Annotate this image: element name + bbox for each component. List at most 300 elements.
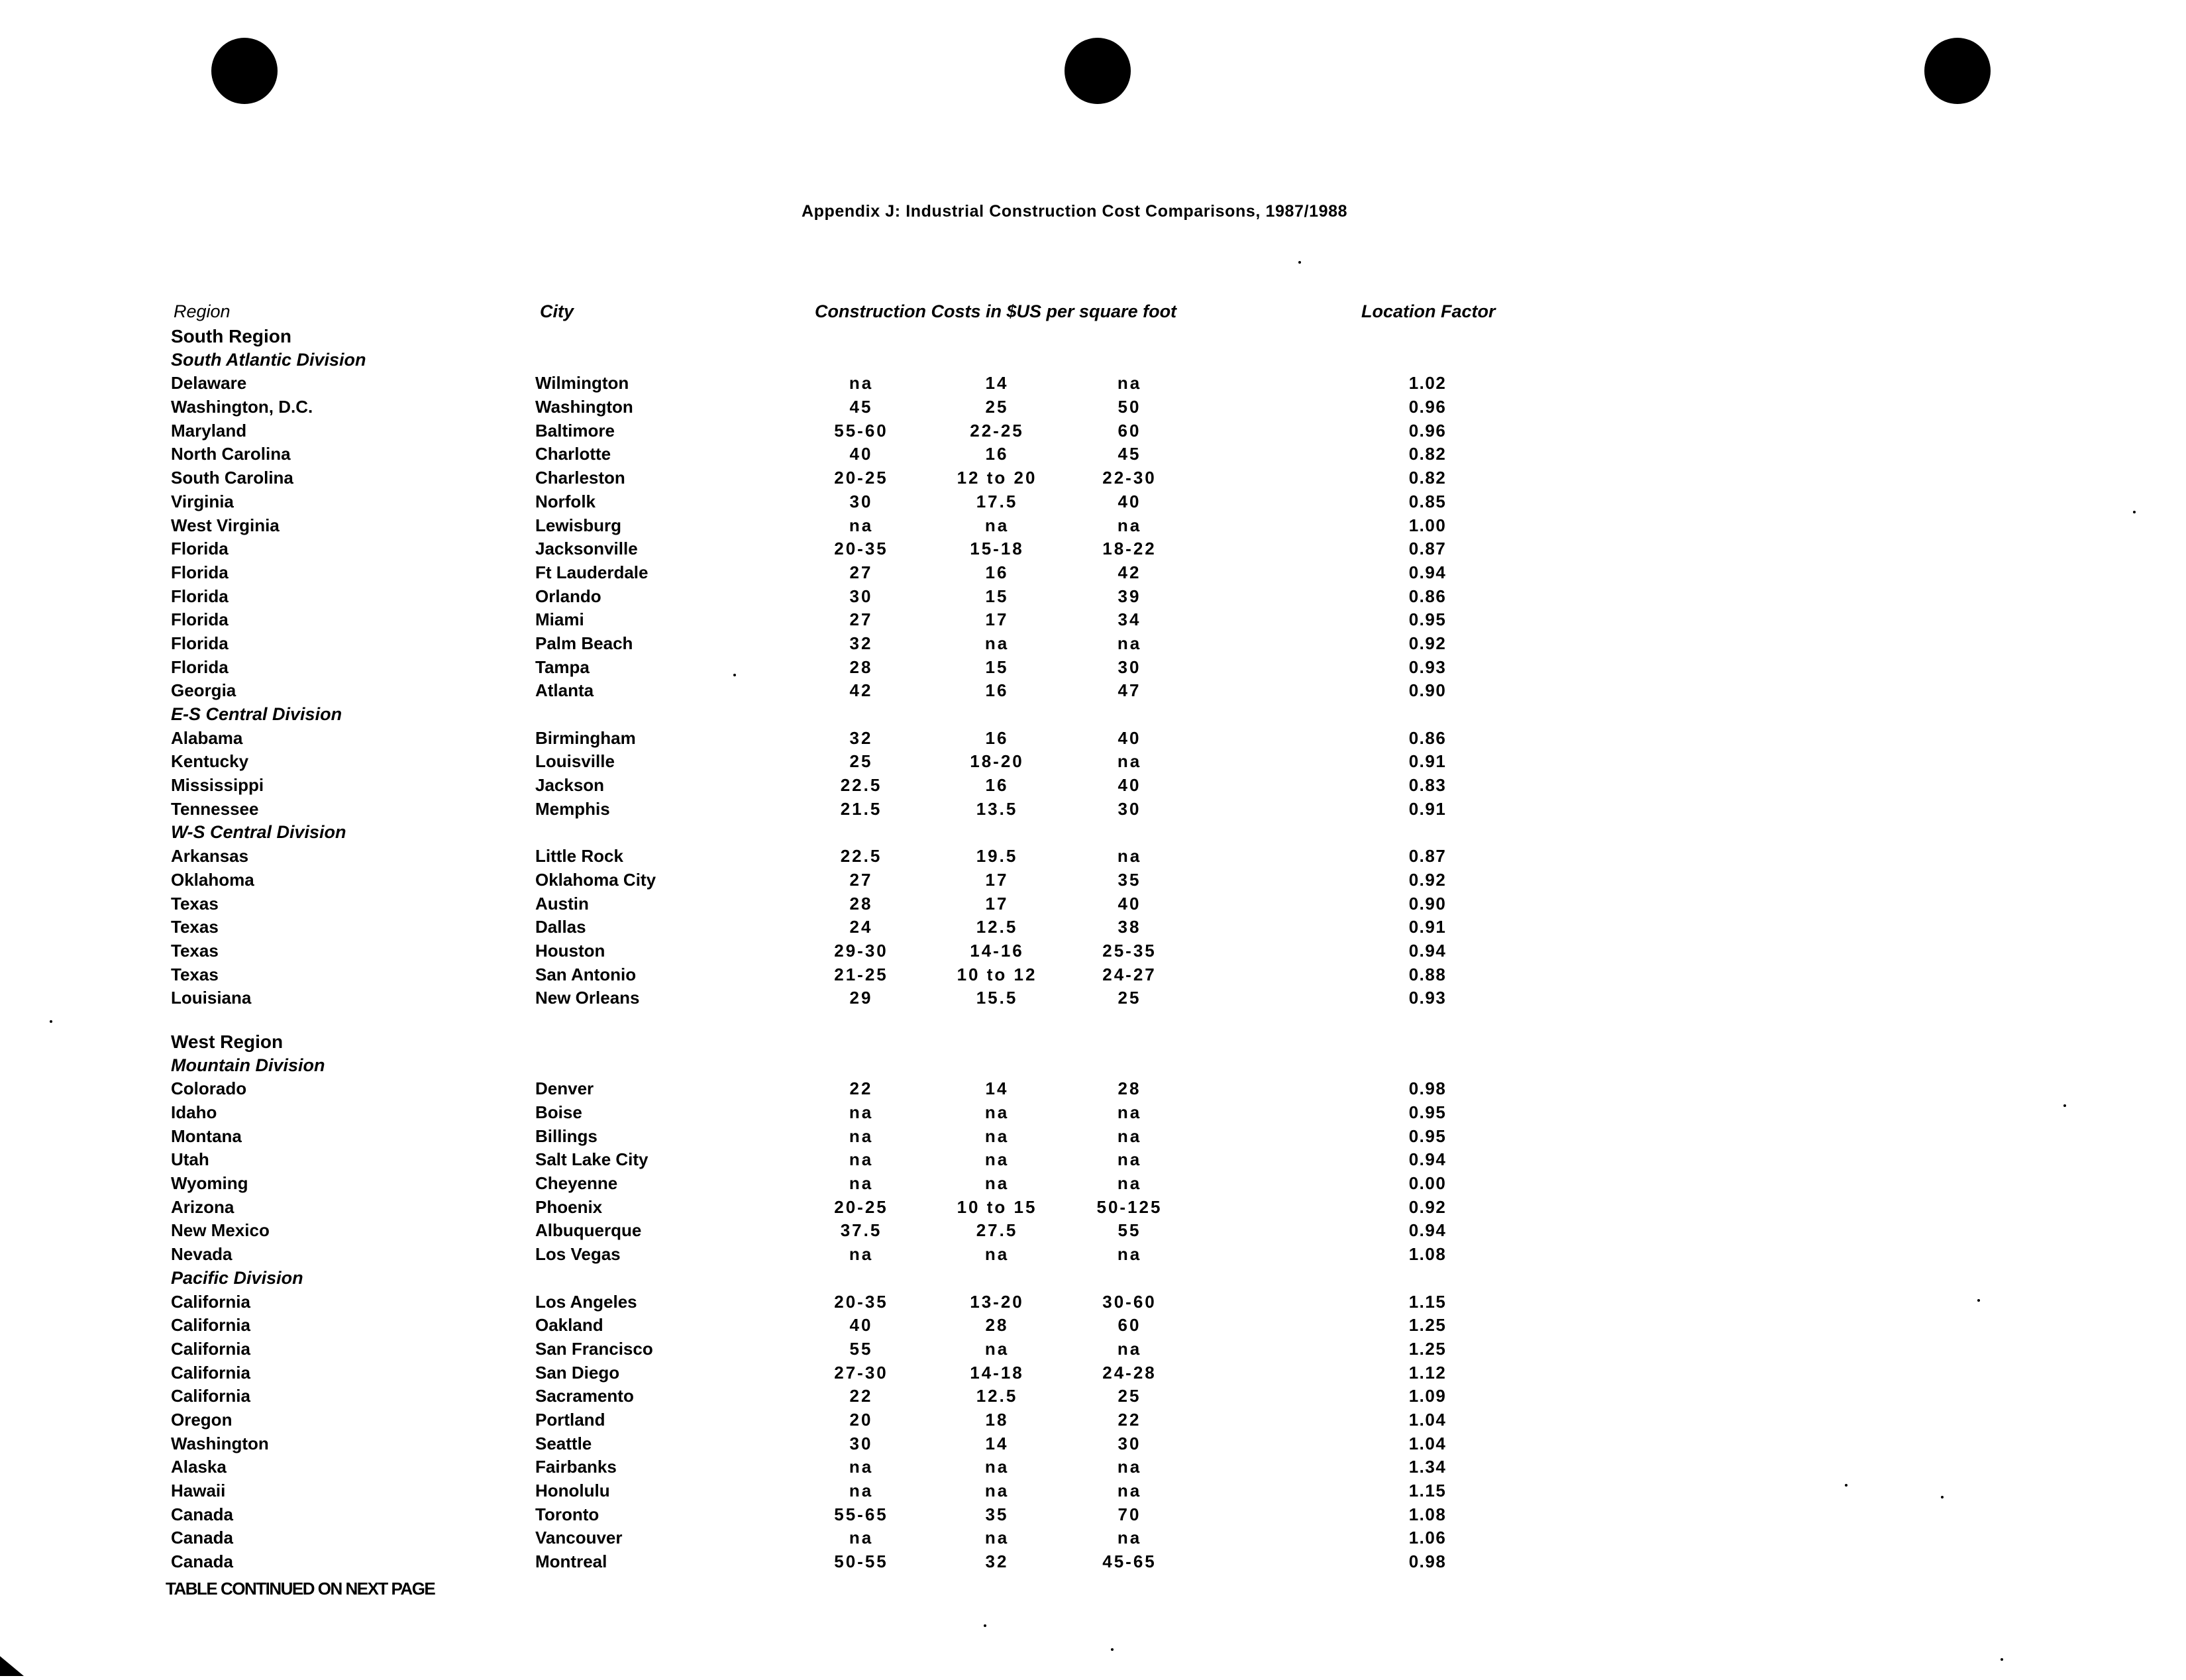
cost-value-cell: na [1117,1149,1142,1170]
state-cell: North Carolina [171,444,291,464]
location-factor-cell: 0.86 [1408,727,1447,748]
cost-value-cell: na [849,1528,874,1548]
city-cell: Cheyenne [535,1173,618,1194]
state-cell: Canada [171,1551,233,1572]
table-row [0,774,2186,798]
cost-value-cell: 50-55 [834,1551,888,1572]
cost-value-cell: 20-35 [834,539,888,559]
table-row [0,892,2186,916]
cost-value-cell: 16 [985,680,1009,701]
table-row [0,727,2186,751]
state-cell: Canada [171,1504,233,1524]
city-cell: San Diego [535,1362,620,1383]
cost-value-cell: 15 [985,656,1009,677]
cost-value-cell: 25 [1118,988,1141,1008]
cost-value-cell: na [1117,515,1142,535]
cost-value-cell: 22.5 [840,775,882,796]
location-factor-cell: 1.09 [1408,1386,1447,1406]
table-row [0,1101,2186,1125]
state-cell: Florida [171,609,229,630]
table-row [0,395,2186,419]
scan-speck [1845,1484,1848,1487]
scan-speck [1298,261,1301,264]
table-row [0,1385,2186,1408]
cost-value-cell: 40 [1118,491,1141,511]
cost-value-cell: 22 [849,1078,873,1099]
location-factor-cell: 0.94 [1408,562,1447,582]
cost-value-cell: na [849,1481,874,1500]
location-factor-cell: 0.00 [1408,1173,1447,1194]
cost-value-cell: 30 [1118,1433,1141,1453]
cost-value-cell: 39 [1118,586,1141,606]
table-row [0,798,2186,821]
location-factor-cell: 1.25 [1408,1338,1447,1359]
cost-value-cell: 15.5 [976,988,1018,1008]
state-cell: California [171,1291,250,1312]
city-cell: Lewisburg [535,515,622,535]
cost-value-cell: 10 to 12 [957,964,1037,984]
city-cell: Ft Lauderdale [535,562,649,582]
location-factor-cell: 1.02 [1408,373,1447,394]
location-factor-cell: 1.25 [1408,1315,1447,1336]
table-row [0,1526,2186,1550]
division-heading [0,348,2186,372]
table-row [0,1455,2186,1479]
state-cell: Hawaii [171,1481,226,1500]
table-row [0,1314,2186,1338]
city-cell: Orlando [535,586,601,606]
division-label: E-S Central Division [171,704,342,724]
cost-value-cell: 40 [849,1315,873,1336]
city-cell: Tampa [535,656,590,677]
state-cell: West Virginia [171,515,280,535]
scan-speck [1977,1299,1980,1302]
table-row [0,608,2186,632]
table-row [0,466,2186,490]
table-row [0,1432,2186,1456]
cost-value-cell: 45 [849,397,873,417]
cost-value-cell: na [849,1102,874,1122]
cost-value-cell: 14 [985,1078,1009,1099]
cost-value-cell: 32 [849,727,873,748]
cost-value-cell: 30 [849,586,873,606]
state-cell: Oklahoma [171,869,254,890]
punch-hole-right [1924,38,1991,104]
state-cell: California [171,1386,250,1406]
location-factor-cell: 0.92 [1408,869,1447,890]
table-row [0,679,2186,703]
cost-value-cell: 15-18 [970,539,1024,559]
state-cell: Texas [171,964,219,984]
table-row [0,372,2186,395]
location-factor-cell: 0.94 [1408,1220,1447,1241]
region-heading [0,1030,2186,1054]
table-row [0,490,2186,514]
location-factor-cell: 0.94 [1408,940,1447,961]
state-cell: California [171,1315,250,1336]
header-location-factor: Location Factor [1361,301,1496,321]
cost-value-cell: na [984,633,1010,653]
cost-value-cell: na [984,515,1010,535]
cost-value-cell: na [849,1149,874,1170]
division-label: W-S Central Division [171,822,346,843]
cost-value-cell: 21.5 [840,798,882,819]
location-factor-cell: 1.08 [1408,1504,1447,1524]
city-cell: Oklahoma City [535,869,656,890]
table-row [0,1219,2186,1243]
table-row [0,916,2186,939]
cost-value-cell: 27 [849,562,873,582]
punch-hole-left [211,38,278,104]
table-row [0,1148,2186,1172]
cost-value-cell: 24-27 [1102,964,1157,984]
cost-value-cell: na [849,1457,874,1477]
cost-value-cell: 20 [849,1409,873,1430]
cost-value-cell: 27 [849,869,873,890]
city-cell: New Orleans [535,988,640,1008]
cost-value-cell: 17 [985,609,1009,630]
division-label: Pacific Division [171,1267,303,1288]
cost-value-cell: 16 [985,562,1009,582]
state-cell: Alabama [171,727,243,748]
location-factor-cell: 0.82 [1408,444,1447,464]
location-factor-cell: 1.08 [1408,1244,1447,1265]
table-row [0,656,2186,680]
division-heading [0,703,2186,727]
cost-value-cell: 60 [1118,1315,1141,1336]
cost-value-cell: 12 to 20 [957,468,1037,488]
table-row [0,963,2186,987]
city-cell: Dallas [535,917,586,937]
city-cell: Phoenix [535,1196,603,1217]
state-cell: Washington, D.C. [171,397,313,417]
state-cell: Virginia [171,491,234,511]
table-row [0,868,2186,892]
cost-value-cell: 55 [849,1338,873,1359]
city-cell: Vancouver [535,1528,623,1548]
punch-hole-center [1065,38,1131,104]
city-cell: Denver [535,1078,594,1099]
cost-value-cell: na [1117,1338,1142,1359]
cost-value-cell: 50 [1118,397,1141,417]
cost-value-cell: 25-35 [1102,940,1157,961]
scan-speck [1111,1648,1114,1651]
cost-value-cell: 42 [1118,562,1141,582]
cost-value-cell: 12.5 [976,1386,1018,1406]
scan-speck [2063,1104,2066,1107]
state-cell: Arizona [171,1196,234,1217]
state-cell: Florida [171,586,229,606]
cost-value-cell: 21-25 [834,964,888,984]
state-cell: Arkansas [171,846,249,866]
cost-value-cell: 25 [849,751,873,772]
city-cell: Albuquerque [535,1220,642,1241]
cost-value-cell: na [984,1149,1010,1170]
location-factor-cell: 0.86 [1408,586,1447,606]
location-factor-cell: 0.92 [1408,633,1447,653]
cost-value-cell: na [984,1173,1010,1194]
cost-value-cell: na [984,1481,1010,1500]
table-row [0,443,2186,466]
cost-value-cell: na [1117,1481,1142,1500]
table-row [0,514,2186,538]
location-factor-cell: 1.04 [1408,1409,1447,1430]
cost-value-cell: 17 [985,869,1009,890]
table-row [0,419,2186,443]
location-factor-cell: 0.95 [1408,1102,1447,1122]
location-factor-cell: 1.06 [1408,1528,1447,1548]
cost-value-cell: 15 [985,586,1009,606]
cost-value-cell: 28 [1118,1078,1141,1099]
cost-value-cell: 47 [1118,680,1141,701]
location-factor-cell: 0.96 [1408,397,1447,417]
table-row [0,1338,2186,1361]
location-factor-cell: 0.94 [1408,1149,1447,1170]
cost-value-cell: 22.5 [840,846,882,866]
city-cell: Boise [535,1102,582,1122]
cost-value-cell: na [849,1126,874,1146]
cost-value-cell: na [1117,373,1142,394]
cost-value-cell: na [1117,633,1142,653]
state-cell: California [171,1338,250,1359]
region-heading [0,325,2186,348]
cost-value-cell: 40 [849,444,873,464]
state-cell: Tennessee [171,798,259,819]
cost-value-cell: 24-28 [1102,1362,1157,1383]
city-cell: Austin [535,893,589,914]
cost-value-cell: 18-22 [1102,539,1157,559]
state-cell: Utah [171,1149,209,1170]
state-cell: Florida [171,539,229,559]
location-factor-cell: 0.98 [1408,1551,1447,1572]
location-factor-cell: 1.12 [1408,1362,1447,1383]
location-factor-cell: 0.91 [1408,798,1447,819]
cost-value-cell: 60 [1118,420,1141,441]
cost-value-cell: 29-30 [834,940,888,961]
city-cell: Seattle [535,1433,592,1453]
scan-speck [50,1020,52,1023]
division-label: Mountain Division [171,1055,325,1075]
division-heading [0,821,2186,845]
table-row [0,1361,2186,1385]
region-label: South Region [171,326,291,346]
cost-value-cell: na [1117,1528,1142,1548]
state-cell: Montana [171,1126,242,1146]
corner-scan-mark [0,1656,24,1676]
city-cell: Fairbanks [535,1457,617,1477]
cost-value-cell: na [984,1338,1010,1359]
cost-value-cell: 38 [1118,917,1141,937]
location-factor-cell: 1.00 [1408,515,1447,535]
cost-value-cell: 10 to 15 [957,1196,1037,1217]
scan-speck [984,1624,986,1627]
cost-value-cell: 55 [1118,1220,1141,1241]
state-cell: Mississippi [171,775,264,796]
state-cell: Idaho [171,1102,217,1122]
cost-value-cell: 22-30 [1102,468,1157,488]
location-factor-cell: 1.15 [1408,1291,1447,1312]
location-factor-cell: 0.85 [1408,491,1447,511]
city-cell: Baltimore [535,420,615,441]
city-cell: Palm Beach [535,633,633,653]
scan-speck [1941,1496,1944,1498]
cost-value-cell: na [1117,1244,1142,1265]
state-cell: California [171,1362,250,1383]
cost-value-cell: 14 [985,373,1009,394]
cost-value-cell: 17 [985,893,1009,914]
cost-value-cell: 28 [985,1315,1009,1336]
scan-speck [733,674,736,676]
city-cell: Jackson [535,775,605,796]
table-row [0,1479,2186,1503]
cost-value-cell: 20-25 [834,1196,888,1217]
location-factor-cell: 0.87 [1408,539,1447,559]
cost-value-cell: na [849,1244,874,1265]
state-cell: Delaware [171,373,247,394]
cost-value-cell: 27 [849,609,873,630]
page-title: Appendix J: Industrial Construction Cost Comparisons, 1987/1988 [802,202,1348,221]
table-row [0,939,2186,963]
header-region: Region [174,301,231,321]
table-row [0,1077,2186,1101]
cost-value-cell: 14-18 [970,1362,1024,1383]
city-cell: Los Angeles [535,1291,637,1312]
location-factor-cell: 0.83 [1408,775,1447,796]
table-row [0,1125,2186,1149]
cost-value-cell: na [984,1126,1010,1146]
cost-value-cell: 55-60 [834,420,888,441]
cost-value-cell: 22 [1118,1409,1141,1430]
table-row [0,845,2186,868]
location-factor-cell: 0.90 [1408,893,1447,914]
table-row [0,1172,2186,1196]
table-row [0,561,2186,585]
location-factor-cell: 1.15 [1408,1481,1447,1500]
cost-value-cell: 16 [985,775,1009,796]
state-cell: Louisiana [171,988,252,1008]
table-row [0,986,2186,1010]
table-row [0,750,2186,774]
cost-value-cell: na [849,1173,874,1194]
city-cell: Houston [535,940,605,961]
cost-value-cell: na [1117,751,1142,772]
city-cell: Sacramento [535,1386,634,1406]
header-city: City [540,301,574,321]
location-factor-cell: 1.04 [1408,1433,1447,1453]
location-factor-cell: 0.92 [1408,1196,1447,1217]
table-row [0,1550,2186,1574]
cost-value-cell: 34 [1118,609,1141,630]
location-factor-cell: 0.91 [1408,917,1447,937]
city-cell: Portland [535,1409,605,1430]
cost-value-cell: 19.5 [976,846,1018,866]
state-cell: Texas [171,917,219,937]
location-factor-cell: 0.96 [1408,420,1447,441]
table-row [0,1243,2186,1267]
state-cell: New Mexico [171,1220,270,1241]
city-cell: Washington [535,397,633,417]
cost-value-cell: 40 [1118,893,1141,914]
cost-value-cell: 42 [849,680,873,701]
state-cell: Oregon [171,1409,233,1430]
cost-value-cell: 16 [985,444,1009,464]
cost-value-cell: 27.5 [976,1220,1018,1241]
cost-value-cell: na [1117,846,1142,866]
cost-value-cell: 40 [1118,727,1141,748]
cost-value-cell: 29 [849,988,873,1008]
cost-value-cell: na [1117,1457,1142,1477]
cost-value-cell: 50-125 [1096,1196,1163,1217]
location-factor-cell: 0.95 [1408,609,1447,630]
state-cell: Texas [171,940,219,961]
cost-value-cell: na [1117,1173,1142,1194]
cost-value-cell: 14 [985,1433,1009,1453]
state-cell: Georgia [171,680,236,701]
city-cell: Louisville [535,751,615,772]
cost-value-cell: 32 [849,633,873,653]
state-cell: Alaska [171,1457,227,1477]
state-cell: Nevada [171,1244,233,1265]
location-factor-cell: 0.93 [1408,656,1447,677]
state-cell: Texas [171,893,219,914]
table-row [0,1503,2186,1527]
cost-value-cell: 20-25 [834,468,888,488]
table-row [0,632,2186,656]
table-row [0,585,2186,609]
cost-table [0,325,2186,1574]
cost-value-cell: 30 [849,491,873,511]
table-continued-note: TABLE CONTINUED ON NEXT PAGE [166,1579,435,1599]
city-cell: Jacksonville [535,539,638,559]
city-cell: Montreal [535,1551,607,1572]
cost-value-cell: 37.5 [840,1220,882,1241]
cost-value-cell: 45 [1118,444,1141,464]
cost-value-cell: 25 [1118,1386,1141,1406]
cost-value-cell: na [984,1244,1010,1265]
cost-value-cell: 28 [849,893,873,914]
city-cell: Miami [535,609,584,630]
cost-value-cell: 30 [849,1433,873,1453]
cost-value-cell: 55-65 [834,1504,888,1524]
location-factor-cell: 0.87 [1408,846,1447,866]
cost-value-cell: 70 [1118,1504,1141,1524]
cost-value-cell: 35 [985,1504,1009,1524]
city-cell: Wilmington [535,373,629,394]
city-cell: Oakland [535,1315,603,1336]
cost-value-cell: na [984,1457,1010,1477]
state-cell: Washington [171,1433,269,1453]
location-factor-cell: 0.82 [1408,468,1447,488]
state-cell: Maryland [171,420,247,441]
cost-value-cell: 14-16 [970,940,1024,961]
scan-speck [2133,511,2136,513]
cost-value-cell: 12.5 [976,917,1018,937]
table-row [0,1408,2186,1432]
city-cell: Memphis [535,798,610,819]
city-cell: San Antonio [535,964,637,984]
city-cell: San Francisco [535,1338,653,1359]
location-factor-cell: 1.34 [1408,1457,1447,1477]
cost-value-cell: na [1117,1126,1142,1146]
cost-value-cell: 45-65 [1102,1551,1157,1572]
location-factor-cell: 0.88 [1408,964,1447,984]
table-row [0,1290,2186,1314]
city-cell: Charleston [535,468,625,488]
cost-value-cell: 22-25 [970,420,1024,441]
cost-value-cell: 32 [985,1551,1009,1572]
state-cell: Canada [171,1528,233,1548]
spacer-row [0,1010,2186,1030]
